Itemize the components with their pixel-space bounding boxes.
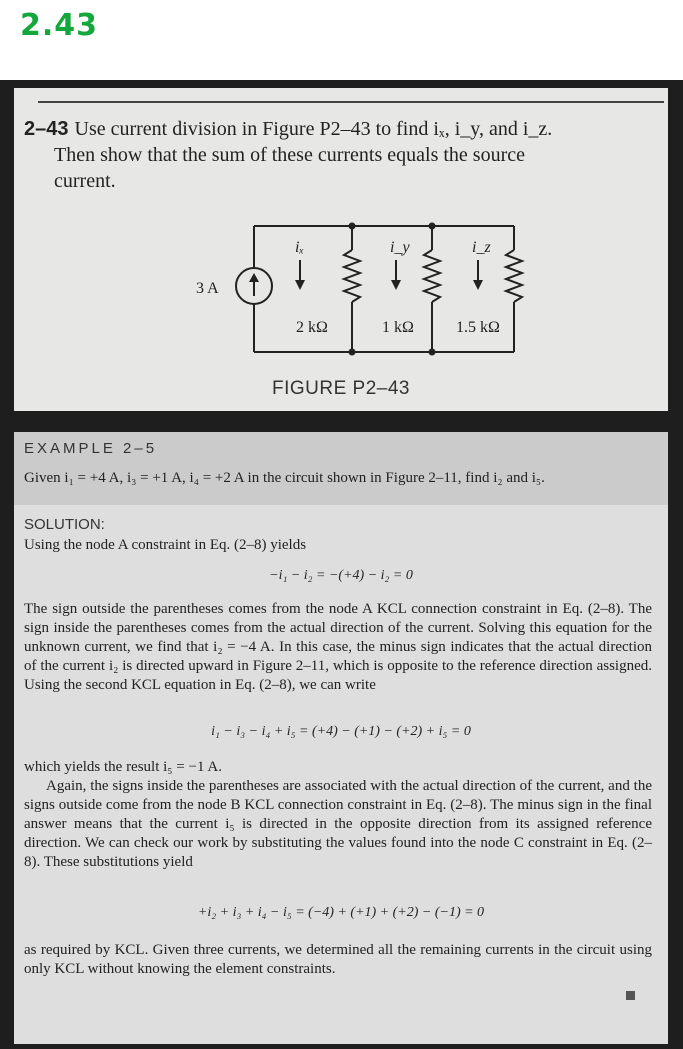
- resistor-1-5k: [506, 250, 522, 302]
- paragraph-node-a: The sign outside the parentheses comes from the node A KCL connection constraint in Eq. (2–8). The sign inside the parentheses comes from the actual direction of the current. Solving this equation for the unknown current, we find that i₂ = −4 A. In this case, the minus sign indicates that the actual direction of the current i₂ is directed upward in Figure 2–11, which is opposite to the reference direction assigned. Using the second KCL equation in Eq. (2–8), we can write: [24, 601, 652, 693]
- figure-caption: FIGURE P2–43: [272, 378, 410, 399]
- circuit-diagram: [174, 216, 534, 366]
- iz-label: i_z: [472, 239, 491, 256]
- problem-line-1: Use current division in Figure P2–43 to find iₓ, i_y, and i_z.: [74, 118, 553, 140]
- example-page: [14, 432, 668, 1044]
- result-line: which yields the result i₅ = −1 A.: [24, 759, 222, 775]
- solution-intro: Using the node A constraint in Eq. (2–8) yields: [24, 537, 307, 553]
- problem-line-3: current.: [54, 170, 116, 192]
- resistor-1k: [424, 250, 440, 302]
- example-given: Given i₁ = +4 A, i₃ = +1 A, i₄ = +2 A in the circuit shown in Figure 2–11, find i₂ and i₅.: [24, 470, 545, 486]
- problem-statement: [24, 116, 664, 194]
- end-of-example-square: [626, 991, 635, 1000]
- problem-page: [14, 88, 668, 411]
- handwritten-problem-label: 2.43: [20, 8, 99, 43]
- r1-label: 2 kΩ: [296, 319, 328, 336]
- example-title: EXAMPLE 2–5: [24, 440, 158, 457]
- source-label: 3 A: [196, 280, 219, 297]
- resistor-2k: [344, 250, 360, 302]
- closing-paragraph: as required by KCL. Given three currents, we determined all the remaining currents in the circuit using only KCL without knowing the element constraints.: [24, 942, 652, 977]
- equation-1: −i₁ − i₂ = −(+4) − i₂ = 0: [269, 568, 413, 583]
- paragraph-node-b: Again, the signs inside the parentheses are associated with the actual direction of the current, and the signs outside come from the node B KCL connection constraint in Eq. (2–8). The minus sign in the final answer means that the current i₅ is directed in the opposite direction from its assigned reference direction. We can check our work by substituting the values found into the node C constraint in Eq. (2–8). These substitutions yield: [24, 778, 652, 870]
- solution-label: SOLUTION:: [24, 516, 105, 533]
- iy-label: i_y: [390, 239, 410, 256]
- top-rule: [38, 101, 664, 103]
- r2-label: 1 kΩ: [382, 319, 414, 336]
- r3-label: 1.5 kΩ: [456, 319, 500, 336]
- example-header-band: [14, 432, 668, 505]
- equation-2: i₁ − i₃ − i₄ + i₅ = (+4) − (+1) − (+2) + i₅ = 0: [211, 724, 471, 739]
- iz-arrow: [473, 280, 483, 290]
- textbook-photo: [0, 80, 683, 1049]
- ix-label: iₓ: [295, 239, 304, 256]
- ix-arrow: [295, 280, 305, 290]
- problem-number: 2–43: [24, 118, 69, 140]
- equation-3: +i₂ + i₃ + i₄ − i₅ = (−4) + (+1) + (+2) − (−1) = 0: [197, 905, 485, 920]
- iy-arrow: [391, 280, 401, 290]
- problem-line-2: Then show that the sum of these currents equals the source: [54, 144, 525, 166]
